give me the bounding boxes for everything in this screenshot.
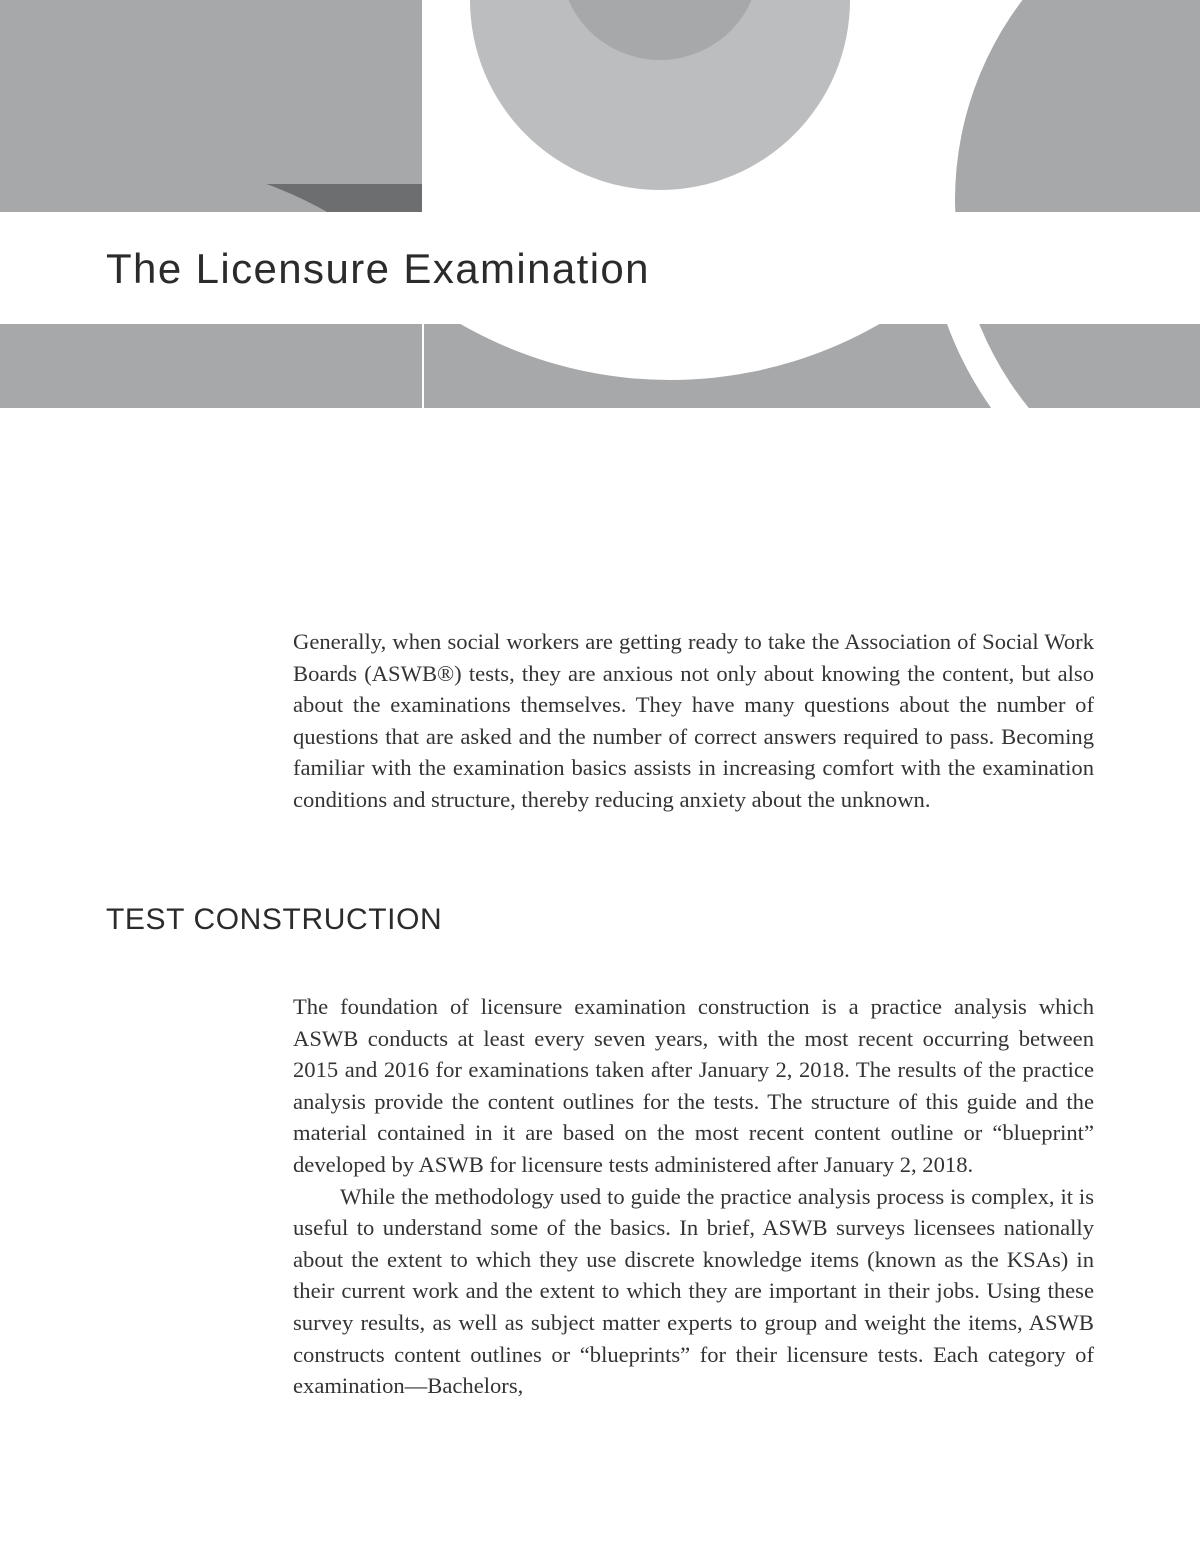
intro-paragraph: Generally, when social workers are getting ready to take the Association of Social Work Boards (ASWB®) tests, they are anxious not only about knowing the content, but also about the examinations themselves. They have many questions about the number of questions that are asked and the number of correct answers required to pass. Becoming familiar with the examination basics assists in increasing comfort with the examination conditions and structure, thereby reducing anxiety about the unknown. bbox=[293, 629, 1094, 812]
section-paragraph-1: The foundation of licensure examination construction is a practice analysis which ASWB conducts at least every seven years, with the most recent occurring between 2015 and 2016 for examinations taken after January 2, 2018. The results of the practice analysis provide the content outlines for the tests. The structure of this guide and the material contained in it are based on the most recent content outline or “blueprint” developed by ASWB for licensure tests administered after January 2, 2018. bbox=[293, 994, 1094, 1177]
section-paragraph-2: While the methodology used to guide the practice analysis process is complex, it is useful to understand some of the basics. In brief, ASWB surveys licensees nationally about the extent to which they use discrete knowledge items (known as the KSAs) in their current work and the extent to which they are important in their jobs. Using these survey results, as well as subject matter experts to group and weight the items, ASWB constructs content outlines or “blueprints” for their licensure tests. Each category of examination—Bachelors, bbox=[293, 1183, 1094, 1399]
chapter-title: The Licensure Examination bbox=[106, 245, 650, 292]
chapter-header-graphic bbox=[0, 0, 1200, 408]
section-heading: TEST CONSTRUCTION bbox=[106, 903, 443, 936]
intro-text bbox=[293, 626, 1094, 816]
section-body bbox=[293, 991, 1094, 1402]
